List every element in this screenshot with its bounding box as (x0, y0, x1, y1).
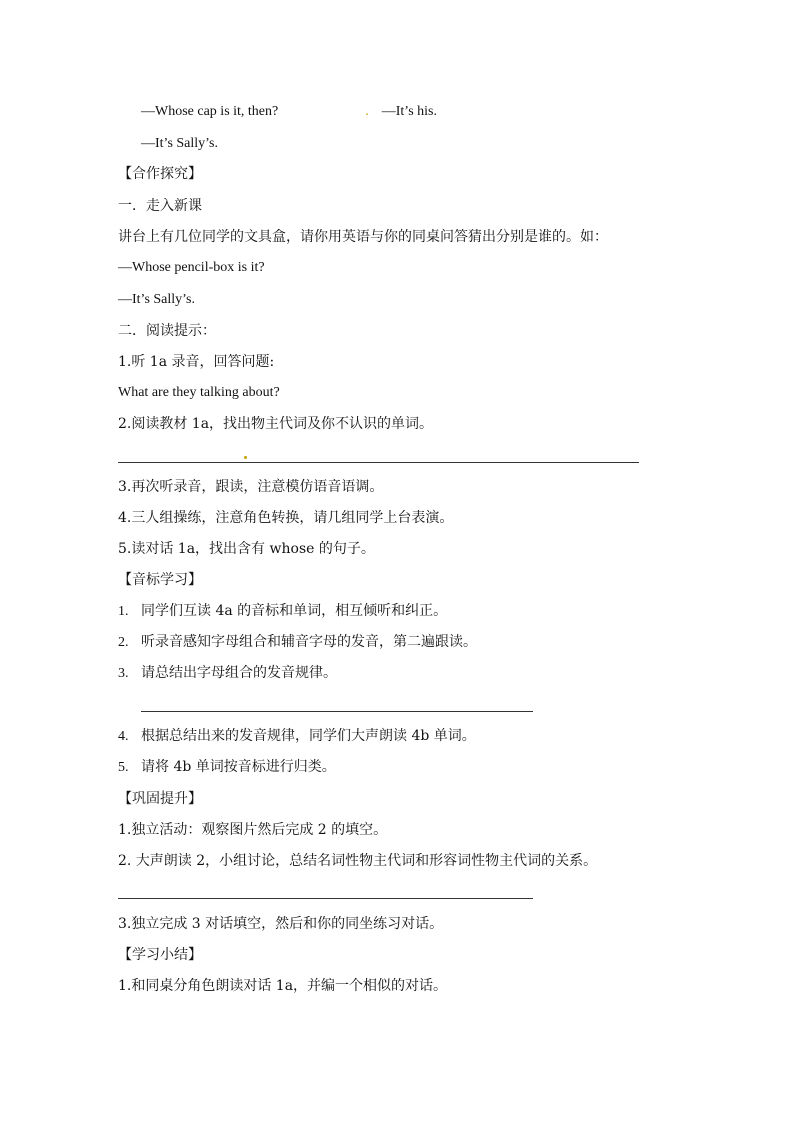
section-header-cooperation: 【合作探究】 (118, 166, 202, 182)
part1-text: 讲台上有几位同学的文具盒，请你用英语与你的同桌问答猜出分别是谁的。如： (118, 229, 608, 245)
phonetic-item: 4. 根据总结出来的发音规律，同学们大声朗读 4b 单词。 (118, 728, 476, 744)
summary-item-1: 1.和同桌分角色朗读对话 1a，并编一个相似的对话。 (118, 978, 448, 994)
answer-blank-line[interactable] (141, 711, 533, 712)
reading-step-1-question: What are they talking about? (118, 385, 280, 400)
section-header-summary: 【学习小结】 (118, 947, 202, 963)
dot-mark: . (365, 104, 369, 119)
consolidate-item-3: 3.独立完成 3 对话填空，然后和你的同坐练习对话。 (118, 916, 444, 932)
phonetic-item: 5. 请将 4b 单词按音标进行归类。 (118, 759, 336, 775)
section-header-consolidation: 【巩固提升】 (118, 791, 202, 807)
reading-step-4: 4.三人组操练，注意角色转换，请几组同学上台表演。 (118, 510, 454, 526)
dialogue-answer-sally: —It’s Sally’s. (141, 136, 219, 151)
dialogue-question: —Whose cap is it, then? . —It’s his. (141, 104, 437, 119)
answer-blank-line[interactable] (118, 462, 639, 463)
reading-step-1: 1.听 1a 录音，回答问题: (118, 354, 275, 370)
answer-blank-line[interactable] (118, 898, 533, 899)
part1-title: 一．走入新课 (118, 198, 202, 214)
phonetic-item: 1. 同学们互读 4a 的音标和单词，相互倾听和纠正。 (118, 603, 448, 619)
phonetic-item: 3. 请总结出字母组合的发音规律。 (118, 665, 337, 681)
section-header-phonetics: 【音标学习】 (118, 572, 202, 588)
reading-step-2: 2.阅读教材 1a，找出物主代词及你不认识的单词。 (118, 416, 434, 432)
consolidate-item-2: 2. 大声朗读 2，小组讨论，总结名词性物主代词和形容词性物主代词的关系。 (118, 853, 598, 869)
dialogue-answer-his: —It’s his. (381, 104, 437, 119)
consolidate-item-1: 1.独立活动：观察图片然后完成 2 的填空。 (118, 822, 388, 838)
part2-title: 二．阅读提示： (118, 323, 216, 339)
reading-step-3: 3.再次听录音，跟读，注意模仿语音语调。 (118, 479, 384, 495)
dot-mark (244, 456, 247, 459)
example-answer: —It’s Sally’s. (118, 292, 196, 307)
example-question: —Whose pencil-box is it? (118, 260, 265, 275)
reading-step-5: 5.读对话 1a，找出含有 whose 的句子。 (118, 541, 375, 557)
phonetic-item: 2. 听录音感知字母组合和辅音字母的发音，第二遍跟读。 (118, 634, 477, 650)
